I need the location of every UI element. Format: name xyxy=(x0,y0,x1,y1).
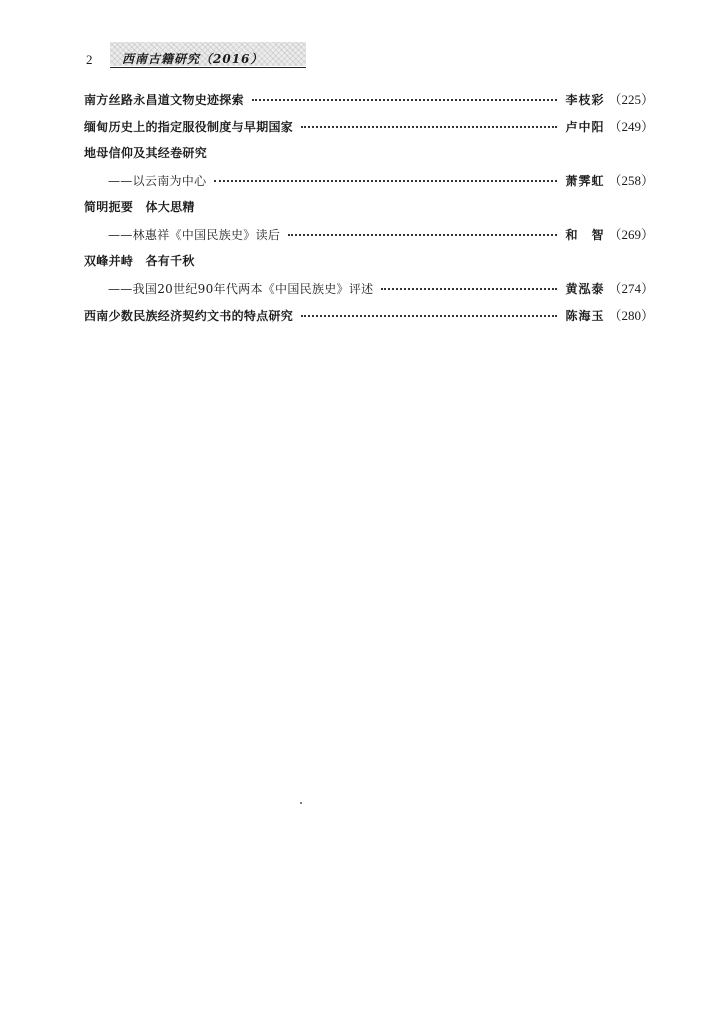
toc-entry-heading[interactable] xyxy=(84,194,654,221)
scan-speck xyxy=(300,802,302,804)
toc-entry[interactable] xyxy=(84,86,654,113)
entry-page: （258） xyxy=(608,173,654,188)
entry-author: 陈海玉 xyxy=(565,309,605,323)
entry-author: 和 智 xyxy=(565,228,605,242)
leader-dots xyxy=(301,315,557,317)
entry-author: 黄泓泰 xyxy=(565,282,605,296)
entry-page: （269） xyxy=(608,227,654,242)
entry-title: 简明扼要 体大思精 xyxy=(84,200,195,214)
entry-page: （225） xyxy=(608,92,654,107)
entry-subtitle: ——林惠祥《中国民族史》读后 xyxy=(108,228,281,242)
toc-entry-subtitle[interactable] xyxy=(84,275,654,302)
header-rule xyxy=(110,67,306,68)
entry-page: （274） xyxy=(608,281,654,296)
entry-author: 卢中阳 xyxy=(565,120,605,134)
entry-title: 缅甸历史上的指定服役制度与早期国家 xyxy=(84,120,294,134)
toc-entry-heading[interactable] xyxy=(84,248,654,275)
toc-entry-heading[interactable] xyxy=(84,140,654,167)
entry-title: 地母信仰及其经卷研究 xyxy=(84,146,208,160)
running-header xyxy=(84,42,308,68)
entry-subtitle: ——以云南为中心 xyxy=(108,174,207,188)
toc-entry[interactable] xyxy=(84,113,654,140)
toc-entry-subtitle[interactable] xyxy=(84,221,654,248)
leader-dots xyxy=(381,288,557,290)
leader-dots xyxy=(301,126,557,128)
entry-title: 双峰并峙 各有千秋 xyxy=(84,254,195,268)
entry-page: （249） xyxy=(608,119,654,134)
entry-page: （280） xyxy=(608,308,654,323)
journal-title: 西南古籍研究（2016） xyxy=(122,52,264,66)
entry-author: 萧霁虹 xyxy=(565,174,605,188)
entry-title: 西南少数民族经济契约文书的特点研究 xyxy=(84,309,294,323)
leader-dots xyxy=(214,180,557,182)
entry-title: 南方丝路永昌道文物史迹探索 xyxy=(84,93,244,107)
leader-dots xyxy=(288,234,557,236)
toc-entry[interactable] xyxy=(84,302,654,329)
toc-entry-subtitle[interactable] xyxy=(84,167,654,194)
entry-author: 李枝彩 xyxy=(565,93,605,107)
entry-subtitle: ——我国20世纪90年代两本《中国民族史》评述 xyxy=(108,282,374,296)
table-of-contents xyxy=(84,86,654,329)
page-number: 2 xyxy=(86,52,93,67)
leader-dots xyxy=(252,99,558,101)
